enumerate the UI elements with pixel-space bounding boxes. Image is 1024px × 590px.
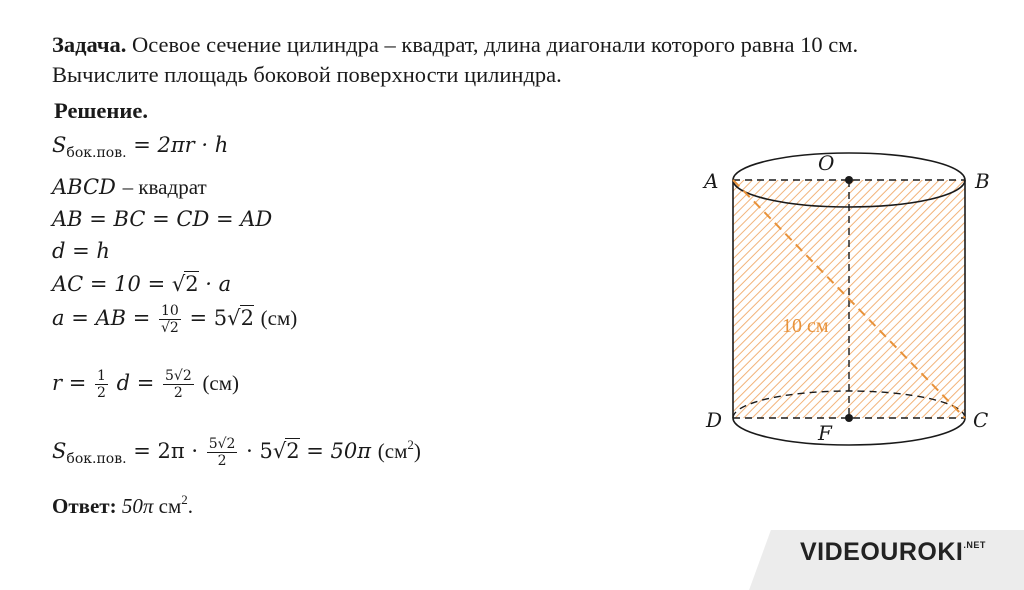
problem-line-2: Вычислите площадь боковой поверхности цилиндра.	[52, 62, 562, 87]
fraction: $\frac{5√2}{2}$	[208, 436, 236, 469]
point-f	[845, 414, 853, 422]
label-c: C	[973, 408, 989, 432]
fraction: $\frac{1}{2}$	[97, 368, 106, 401]
videouroki-logo: $VIDEOUROKI^{.NET}$	[800, 538, 986, 566]
problem-line-1: Осевое сечение цилиндра – квадрат, длина диагонали которого равна 10 см.	[132, 32, 859, 57]
cylinder-diagram	[690, 140, 1010, 460]
point-o	[845, 176, 853, 184]
solution-heading: Решение.	[54, 98, 148, 123]
label-b: B	[975, 169, 990, 193]
fraction: $\frac{5√2}{2}$	[165, 368, 192, 401]
answer-value: 50π	[121, 494, 154, 518]
fraction: $\frac{10}{√2}$	[161, 303, 179, 336]
step-lateral-formula: $S_{бок.пов.} = 2\pi r \cdot h$	[52, 133, 229, 161]
step-square: ABCD – квадрат	[52, 175, 207, 199]
step-sides-equal: AB = BC = CD = AD	[52, 207, 273, 231]
label-d: D	[706, 408, 723, 432]
answer-label: Ответ:	[52, 494, 117, 518]
label-o: O	[818, 151, 835, 175]
step-side-a: a = AB = $\frac{10}{√2}$ = 5√2 (см)	[52, 303, 298, 336]
answer: Ответ: 50π $см^2$.	[52, 492, 194, 518]
step-lateral-area: $S_{бок.пов.} = 2\pi$ · $\frac{5√2}{2}$ · 5√2 = 50π $(см^2)$	[52, 436, 421, 469]
label-a: A	[704, 169, 719, 193]
bottom-base-front	[733, 418, 965, 445]
diagonal-length-label: 10 см	[782, 315, 829, 337]
problem-statement	[52, 30, 992, 90]
step-radius: r = $\frac{1}{2}$ d = $\frac{5√2}{2}$ (см)	[52, 368, 240, 401]
problem-label: Задача.	[52, 32, 127, 57]
label-f: F	[818, 421, 832, 445]
step-d-equals-h: d = h	[52, 239, 110, 263]
step-diagonal: AC = 10 = √2 · a	[52, 272, 232, 296]
